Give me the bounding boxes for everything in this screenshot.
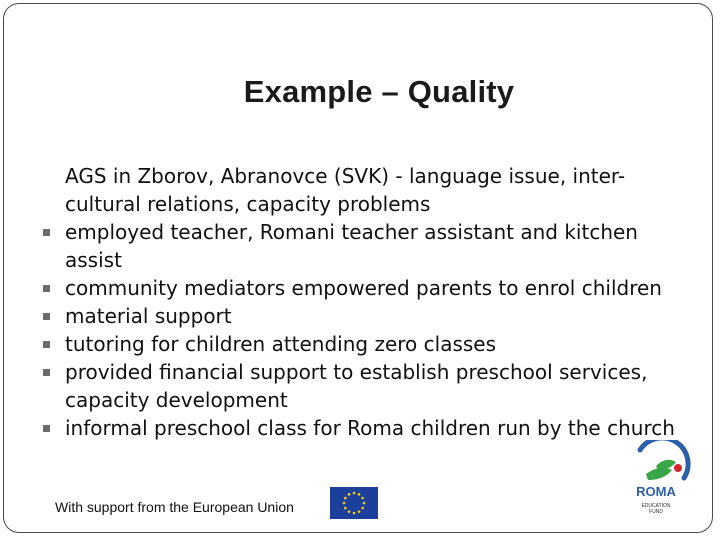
logo-subtitle-line-2: FUND (649, 509, 663, 515)
bullet-text: tutoring for children attending zero classes (65, 332, 497, 356)
eu-star-icon (344, 507, 347, 510)
bullet-text: provided financial support to establish preschool services, capacity development (65, 360, 648, 412)
intro-line-2: cultural relations, capacity problems (65, 192, 431, 216)
bullet-item (41, 414, 681, 442)
eu-star-icon (363, 502, 366, 505)
intro-line-1: AGS in Zborov, Abranovce (SVK) - language issue, inter- (65, 164, 626, 188)
intro-paragraph (41, 162, 681, 218)
bullet-item (41, 358, 681, 414)
bullet-item (41, 302, 681, 330)
bullet-item (41, 330, 681, 358)
bullet-text: community mediators empowered parents to enrol children (65, 276, 662, 300)
square-bullet-icon (43, 369, 50, 376)
eu-star-icon (361, 507, 364, 510)
slide-body (41, 162, 681, 442)
bullet-text: material support (65, 304, 232, 328)
square-bullet-icon (43, 229, 50, 236)
eu-support-text: With support from the European Union (55, 499, 294, 515)
eu-star-icon (348, 510, 351, 513)
eu-star-icon (358, 493, 361, 496)
square-bullet-icon (43, 425, 50, 432)
eu-star-icon (353, 512, 356, 515)
bullet-text: employed teacher, Romani teacher assistant and kitchen assist (65, 220, 638, 272)
bullet-text: informal preschool class for Roma children run by the church (65, 416, 675, 440)
eu-star-icon (353, 492, 356, 495)
eu-star-icon (344, 497, 347, 500)
square-bullet-icon (43, 313, 50, 320)
slide-title: Example – Quality (243, 74, 515, 109)
eu-flag-icon (330, 487, 378, 519)
logo-subtitle (626, 503, 686, 515)
logo-name: ROMA (636, 484, 676, 499)
square-bullet-icon (43, 285, 50, 292)
bullet-item (41, 274, 681, 302)
eu-star-icon (343, 502, 346, 505)
eu-star-icon (348, 493, 351, 496)
bullet-list (41, 218, 681, 442)
eu-star-icon (358, 510, 361, 513)
eu-star-icon (361, 497, 364, 500)
bullet-item (41, 218, 681, 274)
logo-subtitle-line-1: EDUCATION (641, 503, 671, 509)
square-bullet-icon (43, 341, 50, 348)
